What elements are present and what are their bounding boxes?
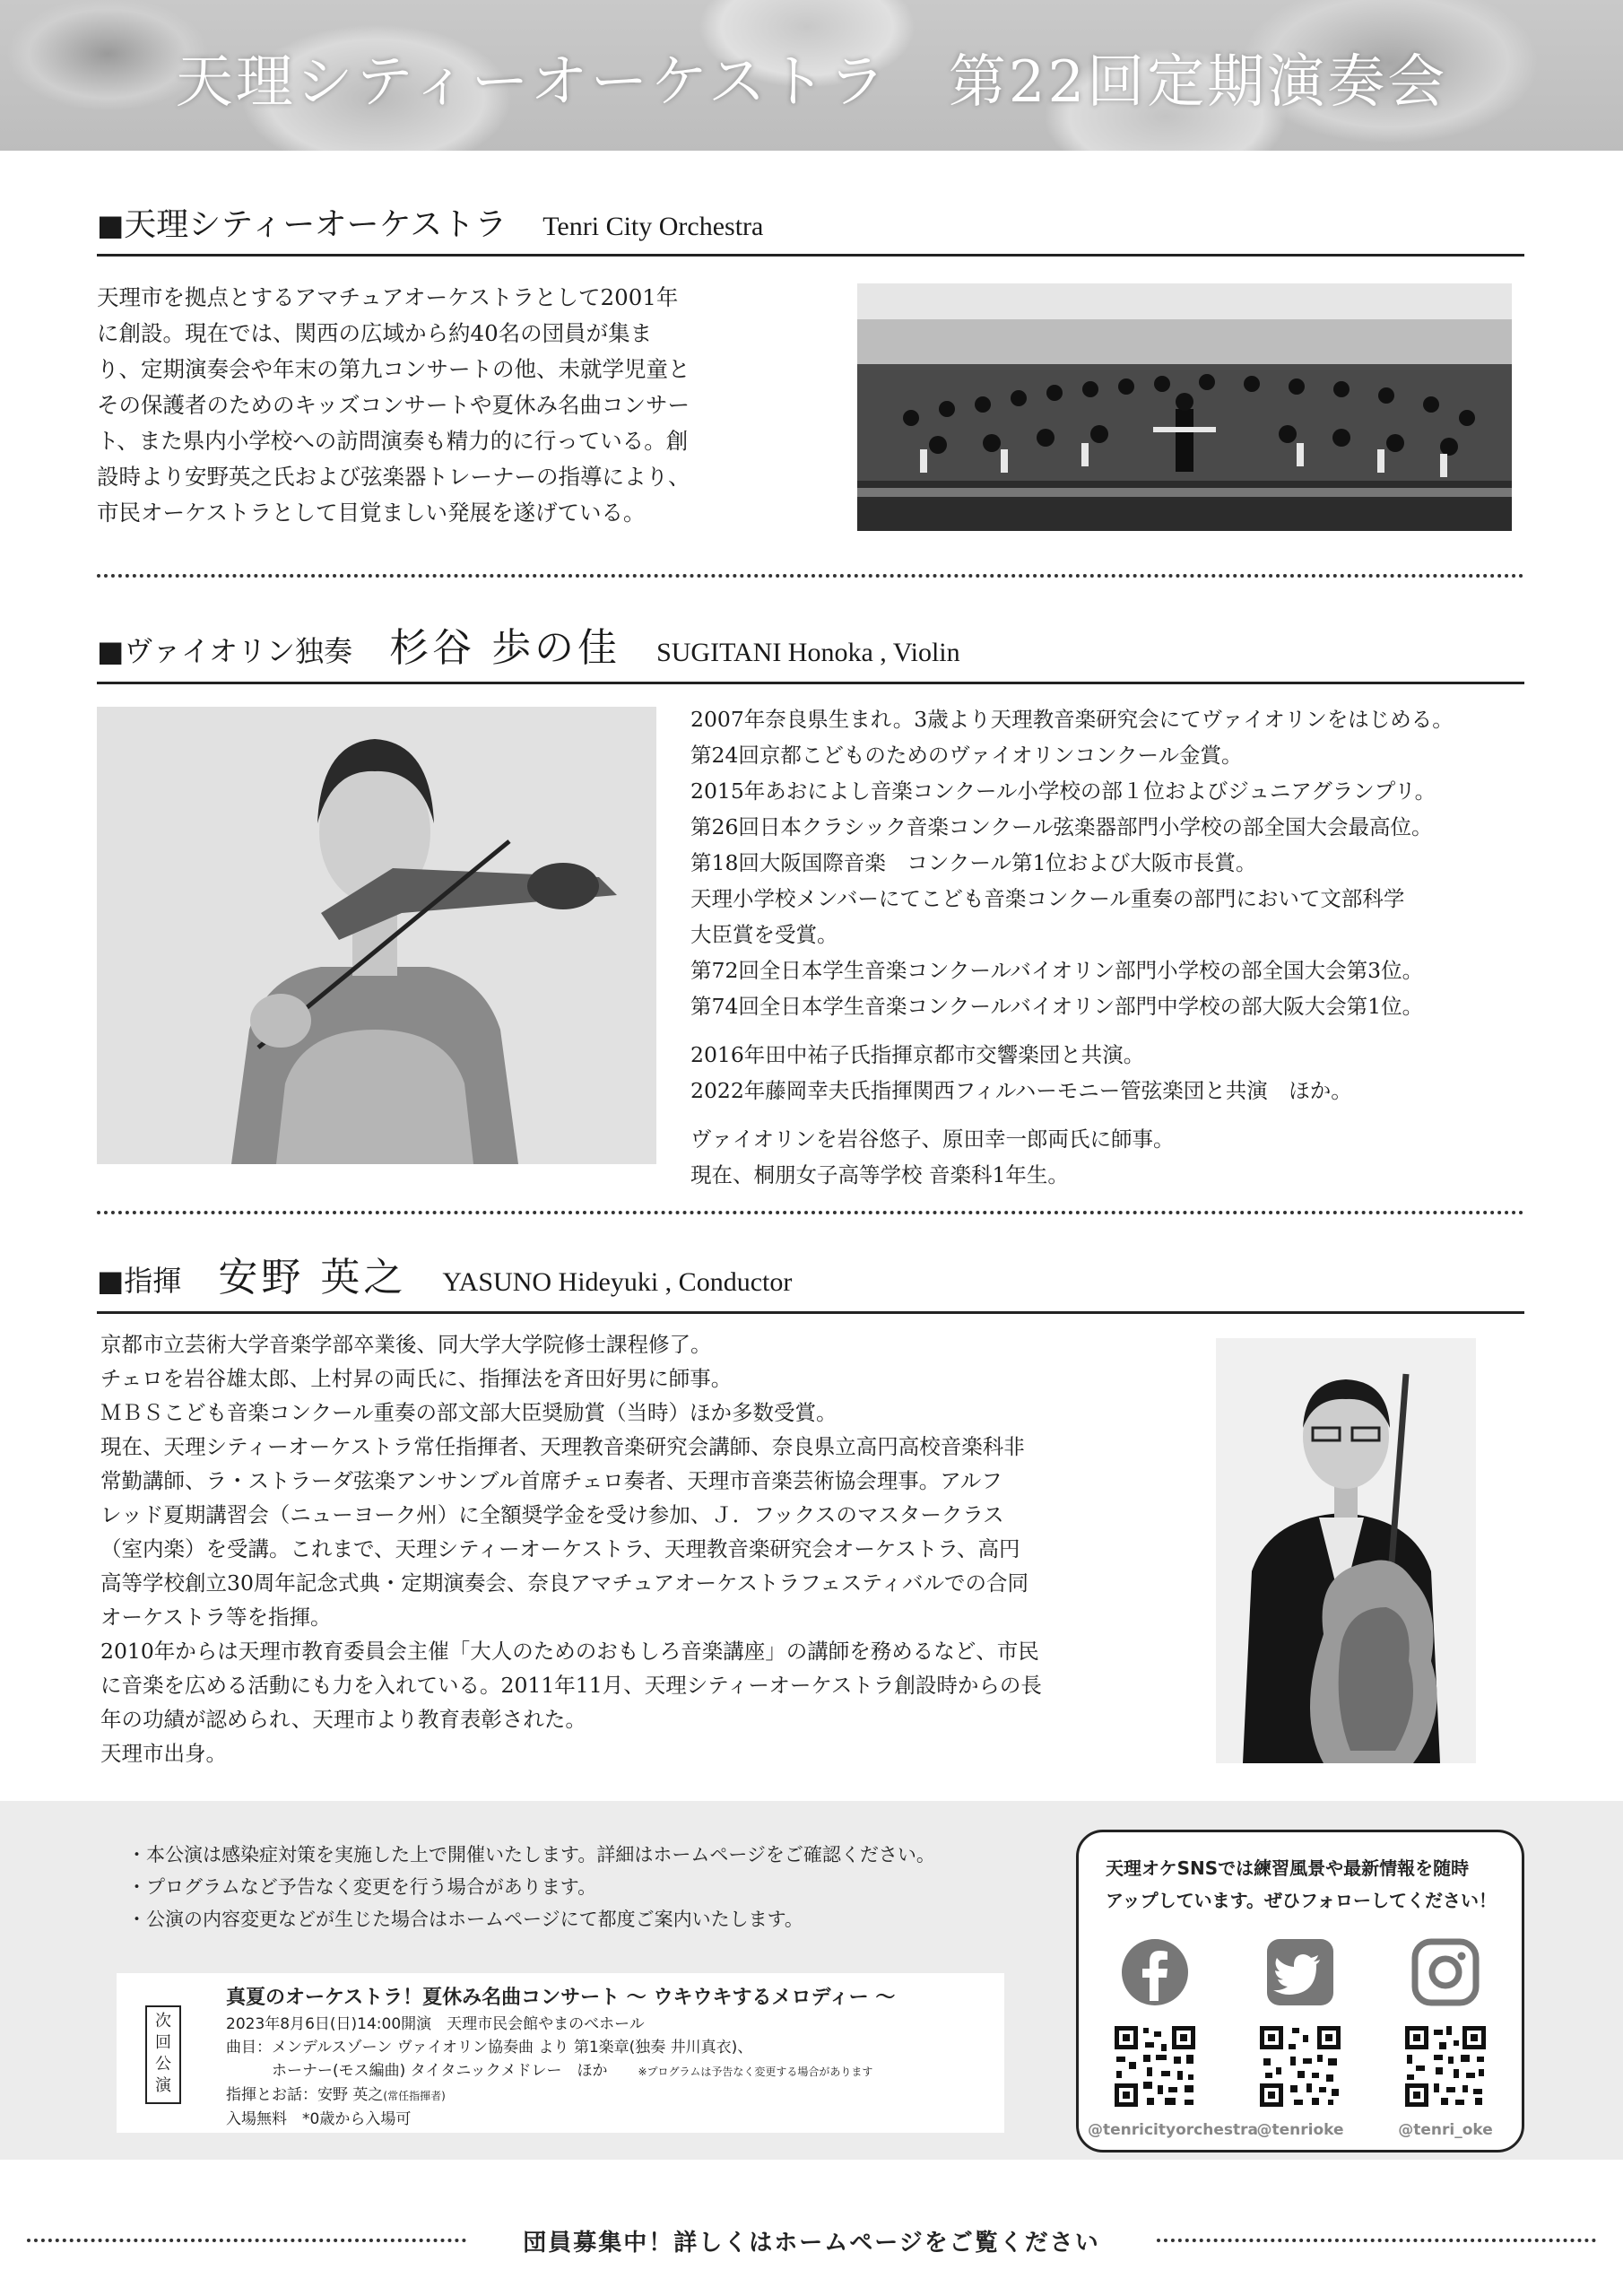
divider xyxy=(97,574,1524,578)
next-concert-date: 2023年8月6日(日)14:00開演 天理市民会館やまのべホール xyxy=(226,2015,645,2033)
facebook-icon[interactable] xyxy=(1121,1938,1189,2006)
notice-item: ・本公演は感染症対策を実施した上で開催いたします。詳細はホームページをご確認ください。 xyxy=(127,1844,935,1866)
notice-item: ・公演の内容変更などが生じた場合はホームページにて都度ご案内いたします。 xyxy=(127,1909,803,1930)
divider xyxy=(1157,2239,1596,2242)
notice-list xyxy=(127,1839,935,1935)
conductor-heading: ■指揮 安野 英之 YASUNO Hideyuki , Conductor xyxy=(97,1245,1524,1314)
violin-bio: 2007年奈良県生まれ。3歳より天理教音楽研究会にてヴァイオリンをはじめる。 第24回京都こどものためのヴァイオリンコンクール金賞。 2015年あおによし音楽コンクール小学校の部１位およびジュニアグランプリ。 第26回日本クラシック音楽コンクール弦楽器部門小学校の部全国大会最高位。 第18回大阪国際音楽 コンクール第1位および大阪市長賞。 天理小学校メンバーにてこども音楽コンクール重奏の部門において文部科学 大臣賞を受賞。 第72回全日本学生音楽コンクールバイオリン部門小学校の部全国大会第3位。 第74回全日本学生音楽コンクールバイオリン部門中学校の部大阪大会第1位。 2016年田中祐子氏指揮京都市交響楽団と共演。 2022年藤岡幸夫氏指揮関西フィルハーモニー管弦楽団と共演 ほか。 ヴァイオリンを岩谷悠子、原田幸一郎両氏に師事。 現在、桐朋女子高等学校 音楽科1年生。 xyxy=(690,707,1454,1187)
conductor-photo xyxy=(1216,1338,1476,1763)
next-concert-title: 真夏のオーケストラ！夏休み名曲コンサート 〜 ウキウキするメロディー 〜 xyxy=(226,1987,896,2009)
sns-handle[interactable]: @tenrioke xyxy=(1256,2121,1344,2139)
next-concert-program: ホーナー(モス編曲) タイタニックメドレー ほか xyxy=(226,2062,608,2080)
program-note: ※プログラムは予告なく変更する場合があります xyxy=(638,2066,873,2078)
qr-code xyxy=(1256,2022,1344,2110)
notice-item: ・プログラムなど予告なく変更を行う場合があります。 xyxy=(127,1876,597,1898)
page-title: 天理シティーオーケストラ 第22回定期演奏会 xyxy=(175,49,1448,116)
next-concert-details: 真夏のオーケストラ！夏休み名曲コンサート 〜 ウキウキするメロディー 〜 2023年8月6日(日)14:00開演 天理市民会館やまのべホール 曲目：メンデルスゾーン ヴァイオリン協奏曲 より 第1楽章(独奏 井川真衣)、 ホーナー(モス編曲) タイタニックメドレー ほか ※プログラムは予告なく変更する場合があります 指揮とお話：安野 英之(常任指揮者) 入場無料 *0歳から入場可 xyxy=(226,1984,895,2131)
sns-twitter[interactable] xyxy=(1233,1938,1367,2139)
orchestra-photo xyxy=(857,283,1512,531)
sns-message: 天理オケSNSでは練習風景や最新情報を随時 アップしています。ぜひフォローしてください！ xyxy=(1106,1857,1497,1911)
qr-code xyxy=(1402,2022,1489,2110)
sns-facebook[interactable] xyxy=(1088,1938,1258,2139)
sns-box xyxy=(1076,1830,1524,2152)
violin-soloist-name: 杉谷 歩の佳 xyxy=(389,625,621,671)
violin-soloist-name-en: SUGITANI Honoka , Violin xyxy=(656,638,960,667)
orchestra-description: 天理市を拠点とするアマチュアオーケストラとして2001年 に創設。現在では、関西の広域から約40名の団員が集ま り、定期演奏会や年末の第九コンサートの他、未就学児童と その保護者のためのキッズコンサートや夏休み名曲コンサー ト、また県内小学校への訪問演奏も精力的に行っている。創 設時より安野英之氏および弦楽器トレーナーの指導により、 市民オーケストラとして目覚ましい発展を遂げている。 xyxy=(97,284,690,526)
instagram-icon[interactable] xyxy=(1411,1938,1480,2006)
header-banner xyxy=(0,0,1623,151)
conductor-bio: 京都市立芸術大学音楽学部卒業後、同大学大学院修士課程修了。 チェロを岩谷雄太郎、上村昇の両氏に、指揮法を斉田好男に師事。 ＭＢＳこども音楽コンクール重奏の部文部大臣奨励賞（当時）ほか多数受賞。 現在、天理シティーオーケストラ常任指揮者、天理教音楽研究会講師、奈良県立高円高校音楽科非 常勤講師、ラ・ストラーダ弦楽アンサンブル首席チェロ奏者、天理市音楽芸術協会理事。アルフ レッド夏期講習会（ニューヨーク州）に全額奨学金を受け参加、Ｊ．フックスのマスタークラス （室内楽）を受講。これまで、天理シティーオーケストラ、天理教音楽研究会オーケストラ、高円 高等学校創立30周年記念式典・定期演奏会、奈良アマチュアオーケストラフェスティバルでの合同 オーケストラ等を指揮。 2010年からは天理市教育委員会主催「大人のためのおもしろ音楽講座」の講師を務めるなど、市民 に音楽を広める活動にも力を入れている。2011年11月、天理シティーオーケストラ創設時からの長 年の功績が認められ、天理市より教育表彰された。 天理市出身。 xyxy=(100,1332,1042,1766)
sns-instagram[interactable] xyxy=(1378,1938,1513,2139)
next-concert-program: 曲目：メンデルスゾーン ヴァイオリン協奏曲 より 第1楽章(独奏 井川真衣)、 xyxy=(226,2039,753,2057)
violin-role: ヴァイオリン独奏 xyxy=(124,634,352,668)
sns-handle[interactable]: @tenricityorchestra xyxy=(1088,2121,1258,2139)
next-concert-admission: 入場無料 *0歳から入場可 xyxy=(226,2110,412,2128)
conductor-role: 指揮 xyxy=(124,1264,182,1298)
sns-handle[interactable]: @tenri_oke xyxy=(1398,2121,1493,2139)
conductor-name: 安野 英之 xyxy=(218,1255,407,1300)
violinist-photo xyxy=(97,707,656,1164)
recruitment-message[interactable]: 団員募集中！詳しくはホームページをご覧ください xyxy=(523,2230,1100,2257)
divider xyxy=(97,1211,1524,1214)
conductor-name-en: YASUNO Hideyuki , Conductor xyxy=(442,1267,793,1297)
next-concert-tag: 次 回 公 演 xyxy=(145,2005,181,2104)
next-concert-contact: 指揮とお話：安野 英之 xyxy=(226,2086,384,2104)
next-concert-box xyxy=(117,1973,1004,2133)
violin-heading: ■ヴァイオリン独奏 杉谷 歩の佳 SUGITANI Honoka , Violin xyxy=(97,615,1524,684)
twitter-icon[interactable] xyxy=(1266,1938,1334,2006)
qr-code xyxy=(1111,2022,1199,2110)
orchestra-title: 天理シティーオーケストラ xyxy=(124,206,508,243)
orchestra-heading: ■天理シティーオーケストラ Tenri City Orchestra xyxy=(97,199,1524,257)
orchestra-title-en: Tenri City Orchestra xyxy=(542,212,764,241)
